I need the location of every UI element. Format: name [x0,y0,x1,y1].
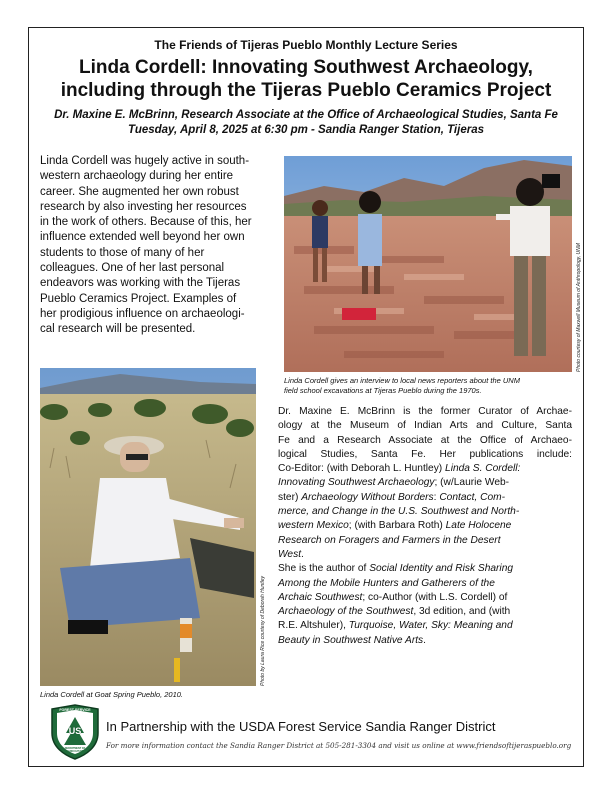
book-title: Research on Foragers and Farmers in the Desert [278,534,501,546]
bio-line [278,619,572,633]
book-title: Archaeology Without Borders [301,491,434,503]
bio-line [278,491,572,505]
speaker-bio [278,405,572,648]
book-title: Linda S. Cordell: [445,463,521,475]
abstract-line: Pueblo Ceramics Project. Examples of [40,292,237,305]
bio-text: R.E. Altshuler), [278,620,349,632]
bio-line: Dr. Maxine E. McBrinn is the former Curator of Archae- [278,406,572,417]
bio-text: ; (with Barbara Roth) [348,520,446,532]
abstract-line: career. She augmented her own robust [40,185,239,198]
top-photo-caption [284,376,574,396]
bio-line: ology at the Museum of Indian Arts and Culture, Santa [278,420,572,432]
book-title: Social Identity and Risk Sharing [369,563,514,575]
bio-line [278,519,572,533]
book-title: merce, and Change in the U.S. Southwest and North- [278,506,520,518]
speaker-info [30,108,582,138]
bio-text: . [423,634,426,646]
bio-line: Fe and a Research Associate at the Office of Archaeo- [278,434,572,446]
contact-info-line: For more information contact the Sandia Ranger District at 505-281-3304 and visit us online at www.friendsoftijeraspueblo.org [106,741,572,750]
book-title: Innovating Southwest Archaeology [278,477,435,489]
top-photo-credit: Photo courtesy of Maxwell Museum of Anthropology, UNM [576,243,582,372]
book-title: Among the Mobile Hunters and Gatherers of the [278,577,495,589]
date-location-line: Tuesday, April 8, 2025 at 6:30 pm - Sandia Ranger Station, Tijeras [128,124,484,136]
abstract-line: students to those of many of her [40,246,205,259]
excavation-interview-photo [284,156,572,372]
bio-text: . [301,548,304,560]
book-title: West [278,548,302,560]
bio-text: : [433,491,440,503]
bio-text: ster) [278,491,302,503]
book-title: Archaic Southwest [278,591,363,603]
logo-bottom-text: DEPARTMENT OF AGRICULTURE [64,747,86,753]
abstract-line: influence extended well beyond her own [40,231,245,244]
speaker-line: Dr. Maxine E. McBrinn, Research Associate at the Office of Archaeological Studies, Santa Fe [54,109,558,121]
book-title: Archaeology of the Southwest [278,606,414,618]
book-title: Beauty in Southwest Native Arts [278,634,424,646]
abstract-line: cal research will be presented. [40,323,196,336]
abstract-line: research by also investing her resources [40,200,247,213]
title-line-2: including through the Tijeras Pueblo Ceramics Project [60,80,552,101]
title-line-1: Linda Cordell: Innovating Southwest Archaeology, [79,57,533,78]
bio-text: ; (w/Laurie Web- [434,477,510,489]
book-title: Turquoise, Water, Sky: Meaning and [348,620,513,632]
bio-line [278,548,572,562]
bio-text: , 3d edition, and (with [413,606,511,618]
abstract-line: in the work of others. Because of this, her [40,216,252,229]
lecture-title [30,56,582,102]
abstract-line: colleagues. One of her last personal [40,262,225,275]
abstract-line: endeavors was working with the Tijeras [40,277,241,290]
bio-text: Co-Editor: (with Deborah L. Huntley) [278,463,446,475]
bio-line: logical Studies, Santa Fe. Her publications include: [278,448,572,460]
book-title: Late Holocene [445,520,512,532]
abstract-line: Linda Cordell was hugely active in south- [40,155,250,167]
bio-line [278,634,572,648]
bio-text: She is the author of [278,563,370,575]
bio-text: ; co-Author (with L.S. Cordell) of [362,591,508,603]
lecture-series-heading: The Friends of Tijeras Pueblo Monthly Lecture Series [154,38,458,52]
goat-spring-pueblo-photo [40,368,256,686]
partnership-line: In Partnership with the USDA Forest Service Sandia Ranger District [106,719,496,734]
book-title: western Mexico [278,520,349,532]
logo-top-text: FOREST SERVICE [59,708,91,712]
bio-line [278,534,572,548]
top-caption-line-1: Linda Cordell gives an interview to local news reporters about the UNM [284,376,520,385]
lecture-abstract [40,154,270,338]
top-caption-line-2: field school excavations at Tijeras Pueblo during the 1970s. [284,386,482,395]
logo-mid-text: US [68,726,82,736]
bio-line [278,476,572,490]
left-photo-caption: Linda Cordell at Goat Spring Pueblo, 2010. [40,690,184,699]
book-title: Contact, Com- [439,491,505,503]
bio-line [278,605,572,619]
bio-line [278,562,572,576]
bio-line [278,505,572,519]
bio-line [278,591,572,605]
bio-line [278,577,572,591]
bio-line [278,462,572,476]
forest-service-shield-icon [48,703,102,761]
abstract-line: western archaeology during her entire [40,170,234,183]
left-photo-credit: Photo by Laura Rice courtesy of Deborah Huntley [260,575,266,686]
abstract-line: her prodigious influence on archaeologi- [40,307,245,320]
